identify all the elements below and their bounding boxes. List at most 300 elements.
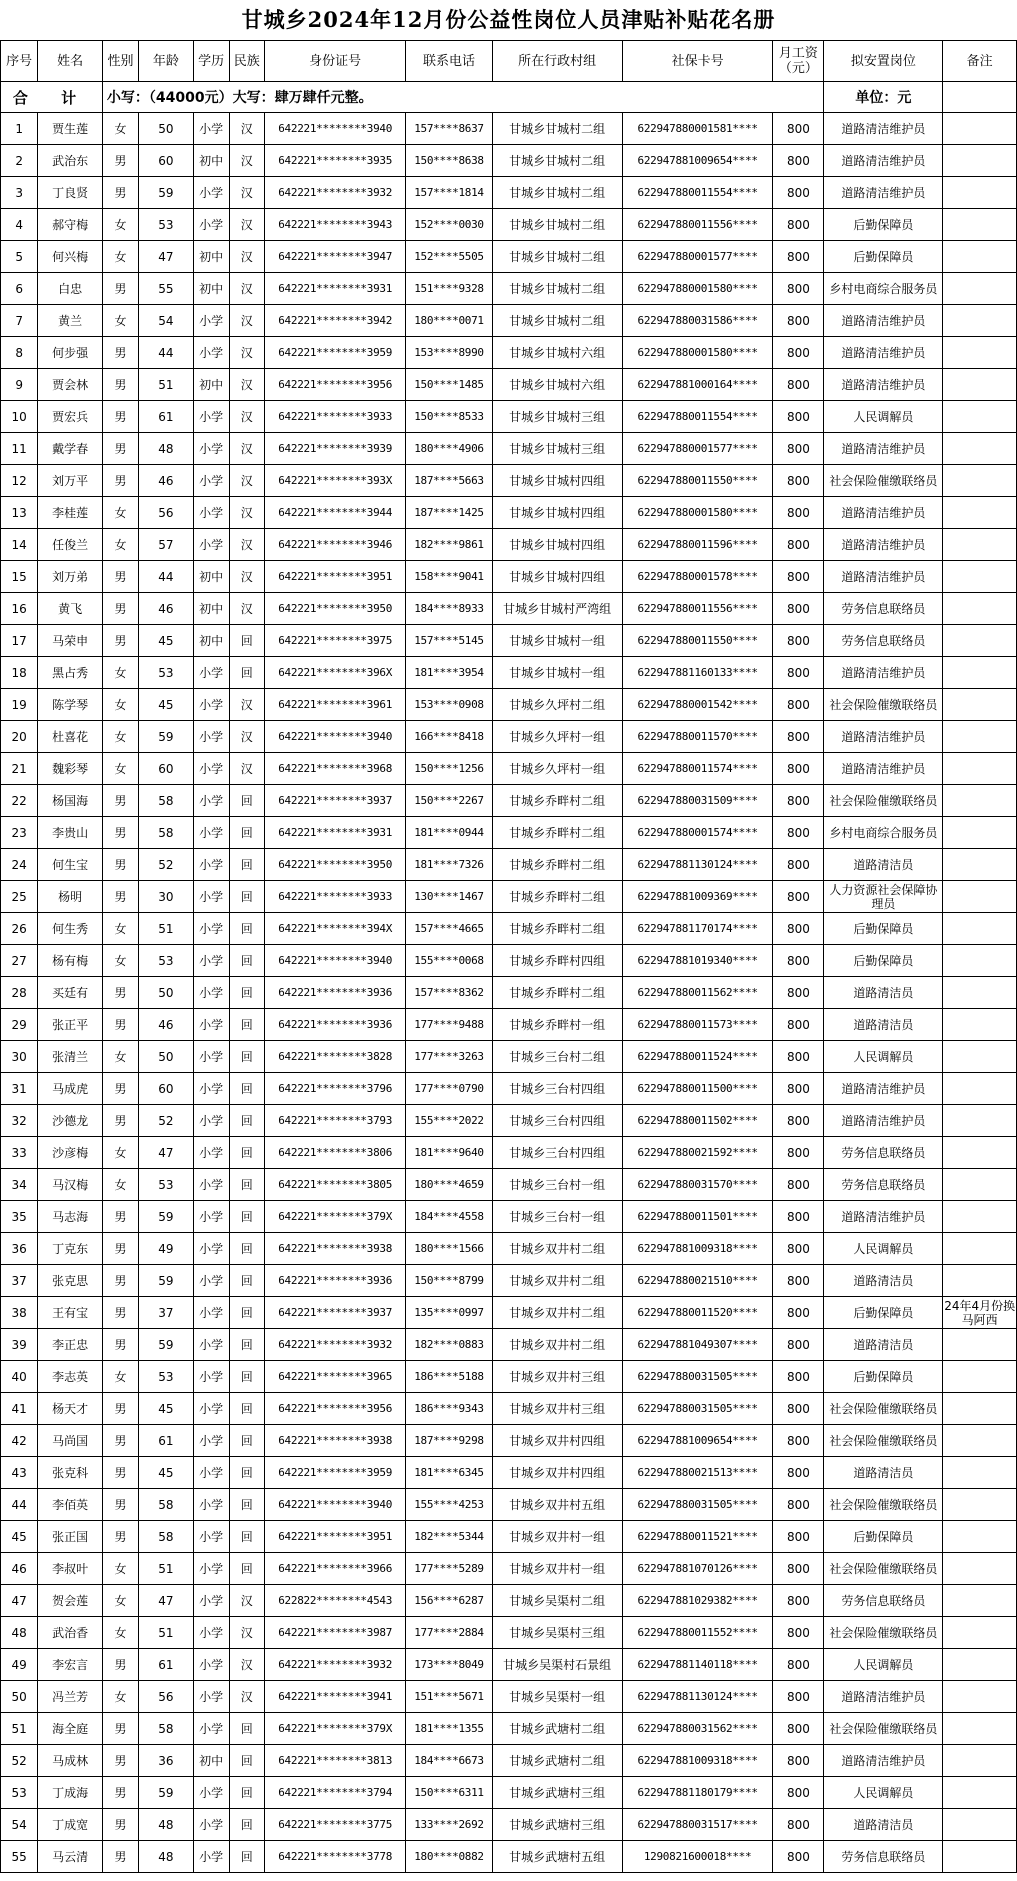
cell-monthly-wage: 800 [773,1489,824,1521]
cell-remarks [943,977,1017,1009]
cell-remarks [943,849,1017,881]
cell-position: 道路清洁维护员 [824,433,943,465]
cell-social-security-card: 622947881000164**** [622,369,773,401]
cell-social-security-card: 622947880011550**** [622,465,773,497]
cell-monthly-wage: 800 [773,753,824,785]
cell-id-number: 642221********3959 [264,1457,406,1489]
cell-phone: 152****0030 [406,209,492,241]
cell-phone: 150****8638 [406,145,492,177]
cell-age: 45 [139,689,193,721]
table-row [1,1265,1017,1297]
cell-ethnicity: 回 [229,1489,264,1521]
table-row [1,1809,1017,1841]
cell-age: 53 [139,1169,193,1201]
cell-seq: 38 [1,1297,38,1329]
cell-position: 乡村电商综合服务员 [824,817,943,849]
cell-gender: 男 [102,1105,138,1137]
cell-age: 52 [139,1105,193,1137]
cell-name: 马成虎 [38,1073,103,1105]
cell-education: 小学 [193,817,229,849]
cell-remarks [943,1841,1017,1873]
cell-ethnicity: 汉 [229,1681,264,1713]
cell-remarks [943,1489,1017,1521]
cell-education: 小学 [193,1361,229,1393]
cell-remarks [943,689,1017,721]
cell-village-group: 甘城乡三台村一组 [492,1201,622,1233]
cell-name: 贺会莲 [38,1585,103,1617]
cell-position: 道路清洁维护员 [824,1073,943,1105]
cell-gender: 男 [102,1713,138,1745]
cell-village-group: 甘城乡双井村五组 [492,1489,622,1521]
table-row [1,1553,1017,1585]
cell-village-group: 甘城乡久坪村一组 [492,721,622,753]
cell-gender: 女 [102,1169,138,1201]
cell-age: 61 [139,401,193,433]
cell-id-number: 642221********3805 [264,1169,406,1201]
cell-gender: 男 [102,1841,138,1873]
cell-education: 小学 [193,1681,229,1713]
cell-position: 道路清洁员 [824,1265,943,1297]
cell-age: 51 [139,1617,193,1649]
cell-gender: 男 [102,1521,138,1553]
table-row [1,689,1017,721]
cell-seq: 23 [1,817,38,849]
cell-social-security-card: 622947880011562**** [622,977,773,1009]
cell-gender: 女 [102,1041,138,1073]
cell-remarks [943,1393,1017,1425]
cell-seq: 55 [1,1841,38,1873]
cell-social-security-card: 622947880001580**** [622,273,773,305]
cell-name: 丁成宽 [38,1809,103,1841]
cell-social-security-card: 622947880021513**** [622,1457,773,1489]
cell-remarks [943,1521,1017,1553]
cell-education: 小学 [193,945,229,977]
cell-education: 小学 [193,529,229,561]
cell-name: 马成林 [38,1745,103,1777]
cell-village-group: 甘城乡乔畔村二组 [492,785,622,817]
cell-remarks [943,273,1017,305]
cell-gender: 男 [102,561,138,593]
cell-gender: 男 [102,1777,138,1809]
cell-name: 李叔叶 [38,1553,103,1585]
cell-age: 48 [139,1841,193,1873]
cell-position: 劳务信息联络员 [824,1585,943,1617]
cell-seq: 1 [1,113,38,145]
cell-age: 47 [139,241,193,273]
cell-education: 小学 [193,1777,229,1809]
cell-ethnicity: 回 [229,625,264,657]
cell-name: 刘万平 [38,465,103,497]
cell-remarks [943,1649,1017,1681]
table-row [1,1073,1017,1105]
cell-id-number: 642221********3942 [264,305,406,337]
cell-id-number: 642221********3794 [264,1777,406,1809]
cell-gender: 男 [102,337,138,369]
cell-ethnicity: 汉 [229,561,264,593]
cell-name: 张克思 [38,1265,103,1297]
cell-id-number: 642221********3966 [264,1553,406,1585]
cell-ethnicity: 回 [229,1809,264,1841]
cell-id-number: 642221********394X [264,913,406,945]
cell-education: 初中 [193,625,229,657]
column-header: 备注 [943,41,1017,82]
cell-gender: 女 [102,529,138,561]
cell-ethnicity: 回 [229,1137,264,1169]
cell-gender: 女 [102,305,138,337]
cell-monthly-wage: 800 [773,1297,824,1329]
cell-remarks [943,721,1017,753]
cell-social-security-card: 622947880031505**** [622,1361,773,1393]
cell-age: 50 [139,977,193,1009]
table-row [1,1585,1017,1617]
column-header: 月工资（元） [773,41,824,82]
cell-name: 黄飞 [38,593,103,625]
cell-name: 张正国 [38,1521,103,1553]
cell-ethnicity: 汉 [229,305,264,337]
cell-age: 53 [139,657,193,689]
table-row [1,625,1017,657]
cell-education: 小学 [193,1521,229,1553]
cell-village-group: 甘城乡甘城村六组 [492,369,622,401]
cell-name: 马云清 [38,1841,103,1873]
cell-id-number: 642221********3941 [264,1681,406,1713]
cell-village-group: 甘城乡双井村三组 [492,1361,622,1393]
cell-age: 45 [139,1393,193,1425]
cell-gender: 女 [102,913,138,945]
cell-social-security-card: 622947880031509**** [622,785,773,817]
cell-remarks [943,1553,1017,1585]
cell-id-number: 642221********3935 [264,145,406,177]
cell-gender: 男 [102,1265,138,1297]
cell-gender: 女 [102,1553,138,1585]
table-row [1,1841,1017,1873]
cell-monthly-wage: 800 [773,1329,824,1361]
cell-social-security-card: 622947880001577**** [622,433,773,465]
column-header: 序号 [1,41,38,82]
cell-phone: 181****1355 [406,1713,492,1745]
cell-id-number: 642221********3775 [264,1809,406,1841]
cell-name: 李佰英 [38,1489,103,1521]
cell-monthly-wage: 800 [773,1169,824,1201]
cell-phone: 177****0790 [406,1073,492,1105]
cell-id-number: 642221********3796 [264,1073,406,1105]
cell-remarks [943,1585,1017,1617]
cell-name: 白忠 [38,273,103,305]
cell-name: 王有宝 [38,1297,103,1329]
cell-phone: 133****2692 [406,1809,492,1841]
cell-age: 58 [139,785,193,817]
cell-gender: 男 [102,1201,138,1233]
cell-phone: 135****0997 [406,1297,492,1329]
cell-position: 后勤保障员 [824,209,943,241]
cell-ethnicity: 汉 [229,721,264,753]
table-row [1,945,1017,977]
cell-position: 道路清洁维护员 [824,1681,943,1713]
cell-remarks [943,1233,1017,1265]
cell-position: 道路清洁维护员 [824,1745,943,1777]
cell-monthly-wage: 800 [773,497,824,529]
cell-village-group: 甘城乡乔畔村二组 [492,977,622,1009]
cell-education: 小学 [193,1425,229,1457]
table-row [1,977,1017,1009]
cell-phone: 177****3263 [406,1041,492,1073]
table-body [1,113,1017,1873]
cell-id-number: 642221********3933 [264,881,406,913]
cell-age: 58 [139,1713,193,1745]
cell-monthly-wage: 800 [773,881,824,913]
cell-ethnicity: 汉 [229,401,264,433]
cell-gender: 女 [102,945,138,977]
cell-id-number: 642221********3950 [264,593,406,625]
cell-seq: 26 [1,913,38,945]
cell-education: 小学 [193,209,229,241]
table-row [1,241,1017,273]
cell-education: 初中 [193,369,229,401]
cell-ethnicity: 回 [229,1713,264,1745]
cell-village-group: 甘城乡甘城村二组 [492,209,622,241]
cell-ethnicity: 汉 [229,689,264,721]
table-row [1,113,1017,145]
cell-remarks [943,1425,1017,1457]
cell-social-security-card: 622947880021510**** [622,1265,773,1297]
cell-education: 小学 [193,1393,229,1425]
cell-social-security-card: 622947880031562**** [622,1713,773,1745]
cell-age: 50 [139,1041,193,1073]
cell-age: 60 [139,1073,193,1105]
cell-education: 小学 [193,337,229,369]
cell-education: 小学 [193,1329,229,1361]
table-row [1,1617,1017,1649]
cell-age: 56 [139,497,193,529]
cell-remarks [943,241,1017,273]
cell-phone: 150****8799 [406,1265,492,1297]
cell-seq: 25 [1,881,38,913]
cell-age: 61 [139,1425,193,1457]
cell-position: 道路清洁员 [824,1009,943,1041]
cell-remarks [943,945,1017,977]
cell-phone: 187****5663 [406,465,492,497]
cell-remarks [943,1265,1017,1297]
cell-age: 36 [139,1745,193,1777]
cell-remarks [943,1201,1017,1233]
roster-table [0,40,1017,1873]
cell-gender: 男 [102,1297,138,1329]
cell-social-security-card: 622947881009369**** [622,881,773,913]
cell-remarks [943,337,1017,369]
cell-id-number: 642221********3951 [264,1521,406,1553]
cell-village-group: 甘城乡吴渠村石景组 [492,1649,622,1681]
cell-age: 47 [139,1585,193,1617]
table-row [1,1137,1017,1169]
cell-village-group: 甘城乡双井村三组 [492,1393,622,1425]
cell-village-group: 甘城乡武塘村三组 [492,1809,622,1841]
cell-phone: 182****0883 [406,1329,492,1361]
cell-id-number: 642221********3937 [264,1297,406,1329]
cell-id-number: 642221********3951 [264,561,406,593]
cell-position: 社会保险催缴联络员 [824,1393,943,1425]
cell-phone: 184****4558 [406,1201,492,1233]
cell-ethnicity: 汉 [229,593,264,625]
cell-education: 小学 [193,849,229,881]
cell-gender: 男 [102,849,138,881]
cell-social-security-card: 622947880001578**** [622,561,773,593]
cell-village-group: 甘城乡甘城村严湾组 [492,593,622,625]
cell-remarks [943,1073,1017,1105]
cell-village-group: 甘城乡甘城村四组 [492,465,622,497]
cell-age: 59 [139,721,193,753]
cell-name: 丁良贤 [38,177,103,209]
cell-monthly-wage: 800 [773,721,824,753]
table-row [1,561,1017,593]
cell-social-security-card: 622947880011521**** [622,1521,773,1553]
cell-gender: 女 [102,721,138,753]
cell-ethnicity: 汉 [229,497,264,529]
cell-age: 60 [139,753,193,785]
cell-social-security-card: 622947880031570**** [622,1169,773,1201]
cell-phone: 181****0944 [406,817,492,849]
cell-education: 小学 [193,1201,229,1233]
cell-name: 何生宝 [38,849,103,881]
cell-social-security-card: 622947880011556**** [622,209,773,241]
cell-age: 51 [139,1553,193,1585]
cell-social-security-card: 622947880011556**** [622,593,773,625]
cell-name: 何兴梅 [38,241,103,273]
cell-education: 小学 [193,1553,229,1585]
cell-gender: 男 [102,1073,138,1105]
cell-education: 初中 [193,593,229,625]
cell-phone: 150****1485 [406,369,492,401]
cell-remarks [943,1137,1017,1169]
cell-position: 人民调解员 [824,401,943,433]
cell-remarks [943,881,1017,913]
cell-position: 道路清洁员 [824,849,943,881]
cell-ethnicity: 回 [229,1073,264,1105]
cell-seq: 43 [1,1457,38,1489]
table-row [1,177,1017,209]
cell-name: 马尚国 [38,1425,103,1457]
cell-name: 丁克东 [38,1233,103,1265]
cell-monthly-wage: 800 [773,785,824,817]
cell-seq: 15 [1,561,38,593]
cell-position: 后勤保障员 [824,1521,943,1553]
cell-gender: 男 [102,977,138,1009]
cell-seq: 36 [1,1233,38,1265]
table-row [1,1745,1017,1777]
cell-education: 小学 [193,1105,229,1137]
cell-position: 劳务信息联络员 [824,1841,943,1873]
cell-gender: 男 [102,1393,138,1425]
cell-village-group: 甘城乡甘城村二组 [492,305,622,337]
cell-ethnicity: 回 [229,1457,264,1489]
cell-monthly-wage: 800 [773,1265,824,1297]
cell-social-security-card: 622947880001580**** [622,497,773,529]
cell-id-number: 642221********3933 [264,401,406,433]
cell-age: 45 [139,625,193,657]
cell-age: 50 [139,113,193,145]
cell-id-number: 642221********3943 [264,209,406,241]
cell-education: 初中 [193,1745,229,1777]
cell-seq: 7 [1,305,38,337]
cell-remarks [943,209,1017,241]
table-row [1,849,1017,881]
cell-ethnicity: 回 [229,1105,264,1137]
cell-gender: 女 [102,241,138,273]
cell-gender: 女 [102,657,138,689]
cell-name: 刘万弟 [38,561,103,593]
cell-age: 57 [139,529,193,561]
cell-seq: 9 [1,369,38,401]
cell-position: 道路清洁维护员 [824,369,943,401]
cell-gender: 男 [102,1649,138,1681]
cell-phone: 157****4665 [406,913,492,945]
cell-village-group: 甘城乡双井村一组 [492,1553,622,1585]
cell-phone: 155****4253 [406,1489,492,1521]
cell-id-number: 642221********3944 [264,497,406,529]
cell-education: 小学 [193,497,229,529]
cell-remarks [943,497,1017,529]
cell-phone: 151****9328 [406,273,492,305]
table-row [1,1681,1017,1713]
cell-social-security-card: 622947881140118**** [622,1649,773,1681]
table-row [1,401,1017,433]
table-row [1,369,1017,401]
cell-age: 37 [139,1297,193,1329]
cell-monthly-wage: 800 [773,305,824,337]
cell-seq: 12 [1,465,38,497]
cell-ethnicity: 汉 [229,177,264,209]
cell-village-group: 甘城乡甘城村四组 [492,529,622,561]
cell-id-number: 642221********3932 [264,1649,406,1681]
cell-position: 社会保险催缴联络员 [824,689,943,721]
cell-monthly-wage: 800 [773,401,824,433]
cell-monthly-wage: 800 [773,209,824,241]
cell-education: 小学 [193,1265,229,1297]
table-row [1,1169,1017,1201]
cell-phone: 155****0068 [406,945,492,977]
cell-remarks [943,1009,1017,1041]
cell-name: 任俊兰 [38,529,103,561]
column-header: 所在行政村组 [492,41,622,82]
cell-village-group: 甘城乡甘城村二组 [492,145,622,177]
cell-position: 道路清洁维护员 [824,113,943,145]
cell-seq: 34 [1,1169,38,1201]
cell-village-group: 甘城乡甘城村四组 [492,497,622,529]
cell-id-number: 642221********3987 [264,1617,406,1649]
cell-monthly-wage: 800 [773,817,824,849]
cell-name: 杨国海 [38,785,103,817]
cell-village-group: 甘城乡三台村四组 [492,1073,622,1105]
table-row [1,1649,1017,1681]
cell-seq: 33 [1,1137,38,1169]
cell-ethnicity: 汉 [229,753,264,785]
cell-age: 53 [139,209,193,241]
cell-monthly-wage: 800 [773,1201,824,1233]
cell-ethnicity: 回 [229,913,264,945]
cell-seq: 13 [1,497,38,529]
cell-education: 小学 [193,1169,229,1201]
cell-gender: 男 [102,785,138,817]
cell-position: 道路清洁维护员 [824,561,943,593]
cell-ethnicity: 回 [229,1297,264,1329]
cell-id-number: 642221********3938 [264,1233,406,1265]
cell-seq: 45 [1,1521,38,1553]
cell-education: 初中 [193,145,229,177]
cell-seq: 48 [1,1617,38,1649]
cell-remarks [943,1617,1017,1649]
cell-id-number: 642221********3940 [264,945,406,977]
cell-remarks [943,1169,1017,1201]
cell-age: 46 [139,1009,193,1041]
